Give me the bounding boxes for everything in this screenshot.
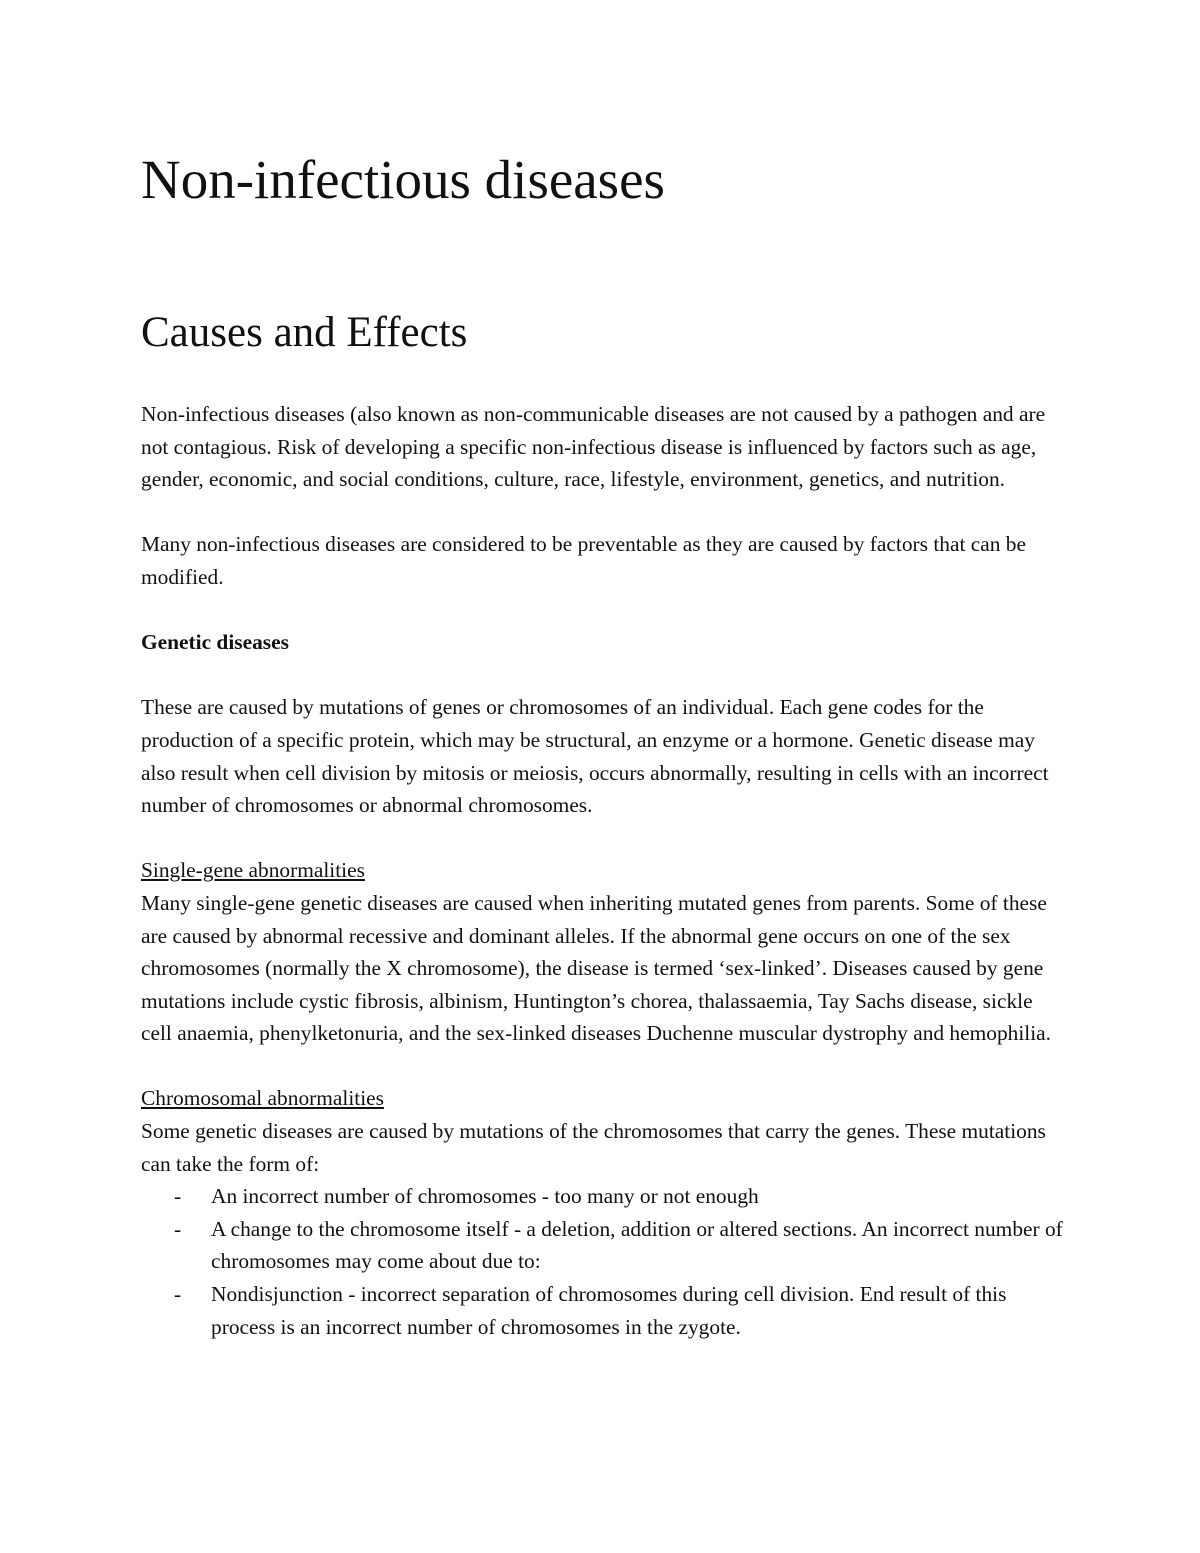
chromosomal-list [141,1180,1066,1343]
section-title: Causes and Effects [141,309,468,356]
list-dash-marker: - [174,1216,182,1241]
preventable-paragraph: Many non-infectious diseases are considered to be preventable as they are caused by factors that can be modified. [141,532,1026,589]
document-body [141,398,1066,1343]
single-gene-heading: Single-gene abnormalities [141,858,365,883]
list-dash-marker: - [174,1282,182,1307]
genetic-diseases-paragraph: These are caused by mutations of genes or chromosomes of an individual. Each gene codes for the production of a specific protein, which may be structural, an enzyme or a hormone. Genetic disease may also result when cell division by mitosis or meiosis, occurs abnormally, resulting in cells with an incorrect number of chromosomes or abnormal chromosomes. [141,695,1049,818]
list-item-text: An incorrect number of chromosomes - too many or not enough [211,1184,759,1209]
chromosomal-heading: Chromosomal abnormalities [141,1086,384,1111]
list-item [141,1278,1066,1343]
intro-paragraph: Non-infectious diseases (also known as non-communicable diseases are not caused by a pathogen and are not contagious. Risk of developing a specific non-infectious disease is influenced by factors such as age, gender, economic, and social conditions, culture, race, lifestyle, environment, genetics, and nutrition. [141,402,1046,492]
list-item [141,1180,1066,1213]
single-gene-paragraph: Many single-gene genetic diseases are caused when inheriting mutated genes from parents. Some of these are caused by abnormal recessive and dominant alleles. If the abnormal gene occurs on one of the sex chromosomes (normally the X chromosome), the disease is termed ‘sex-linked’. Diseases caused by gene mutations include cystic fibrosis, albinism, Huntington’s chorea, thalassaemia, Tay Sachs disease, sickle cell anaemia, phenylketonuria, and the sex-linked diseases Duchenne muscular dystrophy and hemophilia. [141,890,1052,1046]
genetic-diseases-heading: Genetic diseases [141,630,289,655]
list-item [141,1213,1066,1278]
list-item-text: A change to the chromosome itself - a deletion, addition or altered sections. An incorrect number of chromosomes may come about due to: [211,1216,1063,1274]
list-item-text: Nondisjunction - incorrect separation of chromosomes during cell division. End result of this process is an incorrect number of chromosomes in the zygote. [211,1282,1007,1339]
list-dash-marker: - [174,1184,182,1209]
chromosomal-paragraph: Some genetic diseases are caused by mutations of the chromosomes that carry the genes. These mutations can take the form of: [141,1119,1046,1176]
page-title: Non-infectious diseases [141,149,665,210]
